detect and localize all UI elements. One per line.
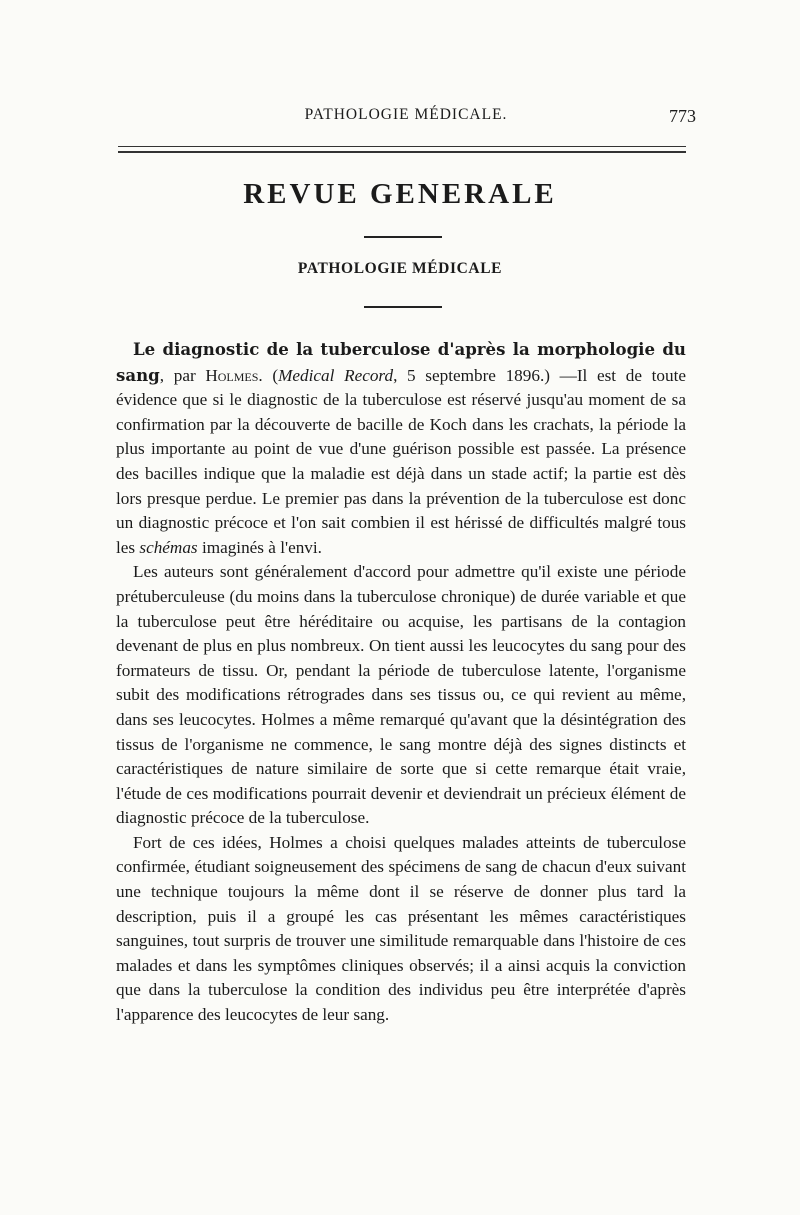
- section-divider: [364, 306, 442, 308]
- main-title: REVUE GENERALE: [243, 178, 557, 210]
- paragraph-2: Les auteurs sont généralement d'accord pour admettre qu'il existe une période prétuberculeuse (du moins dans la tuberculose chronique) de durée variable et que la tuberculose peut être héréditaire ou acquise, les partisans de la contagion devenant de plus en plus nombreux. On tient aussi les leucocytes du sang pour des formateurs de tissu. Or, pendant la période de tuberculose latente, l'organisme subit des modifications rétrogrades dans ses tissus ou, ce qui revient au même, dans ses leucocytes. Holmes a même remarqué qu'avant que la désintégration des tissus de l'organisme ne commence, le sang montre déjà des signes distincts et caractéristiques de nature similaire de sorte que si cette remarque était vraie, l'étude de ces modifications pourrait devenir et deviendrait un précieux élément de diagnostic précoce de la tuberculose.: [116, 562, 686, 828]
- article-body: [116, 337, 686, 1028]
- title-divider: [364, 236, 442, 238]
- author-name: Holmes.: [205, 365, 263, 385]
- paragraph-1: [116, 337, 686, 560]
- p1-text-a: , par: [159, 365, 206, 385]
- p1-text-d: imaginés à l'envi.: [197, 537, 322, 557]
- article-title: Le diagnostic de la tuberculose d'après la morphologie du sang: [116, 339, 686, 385]
- section-title: PATHOLOGIE MÉDICALE: [297, 260, 503, 277]
- running-head-title: PATHOLOGIE MÉDICALE.: [304, 106, 508, 123]
- p1-text-b: (: [262, 365, 279, 385]
- header-rule-thick: [118, 151, 686, 153]
- journal-name: Medical Record: [278, 365, 394, 385]
- header-rule-thin: [118, 146, 686, 147]
- paragraph-3: Fort de ces idées, Holmes a choisi quelques malades atteints de tuberculose confirmée, étudiant soigneusement des spécimens de sang de chacun d'eux suivant une technique toujours la même dont il se réserve de donner plus tard la description, puis il a groupé les cas présentant les mêmes caractéristiques sanguines, tout surpris de trouver une similitude remarquable dans l'histoire de ces malades et dans les symptômes cliniques observés; il a ainsi acquis la conviction que dans la tuberculose la condition des individus peu être interprétée d'après l'apparence des leucocytes de leur sang.: [116, 832, 686, 1025]
- running-head: [116, 106, 696, 128]
- schemas-word: schémas: [139, 537, 198, 557]
- p1-text-c: , 5 septembre 1896.) —Il est de toute évidence que si le diagnostic de la tuberculose est réservé jusqu'au moment de sa confirmation par la découverte de bacille de Koch dans les crachats, la période la plus importante au point de vue d'une guérison possible est passée. La présence des bacilles indique que la maladie est déjà dans un stade actif; la partie est dès lors presque perdue. Le premier pas dans la prévention de la tuberculose est donc un diagnostic précoce et l'on sait combien il est hérissé de difficultés malgré tous les: [116, 365, 686, 557]
- page-number: 773: [669, 106, 696, 126]
